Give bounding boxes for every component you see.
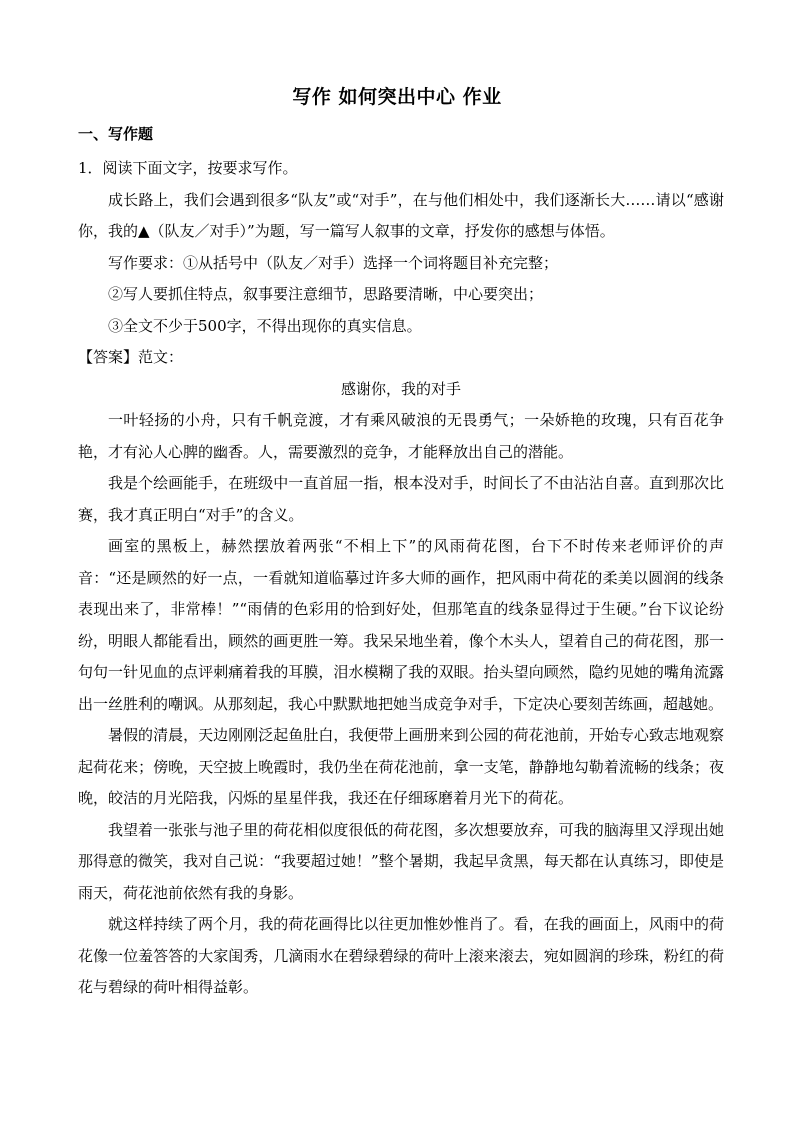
essay-paragraph: 一叶轻扬的小舟，只有千帆竞渡，才有乘风破浪的无畏勇气；一朵娇艳的玫瑰，只有百花争艳，才有沁人心脾的幽香。人，需要激烈的竞争，才能释放出自己的潜能。 <box>78 411 724 461</box>
essay-paragraph: 我望着一张张与池子里的荷花相似度很低的荷花图，多次想要放弃，可我的脑海里又浮现出她那得意的微笑，我对自己说：“我要超过她！”整个暑期，我起早贪黑，每天都在认真练习，即使是雨天，荷花池前依然有我的身影。 <box>78 820 724 902</box>
page-title: 写作 如何突出中心 作业 <box>292 86 502 108</box>
prompt-paragraph: 成长路上，我们会遇到很多“队友”或“对手”，在与他们相处中，我们逐渐长大……请以“感谢你，我的▲（队友／对手）”为题，写一篇写人叙事的文章，抒发你的感想与体悟。 <box>78 190 724 240</box>
requirement-line-3: ③全文不少于500字，不得出现你的真实信息。 <box>108 316 422 335</box>
essay-paragraph: 暑假的清晨，天边刚刚泛起鱼肚白，我便带上画册来到公园的荷花池前，开始专心致志地观察起荷花来；傍晚，天空披上晚霞时，我仍坐在荷花池前，拿一支笔，静静地勾勒着流畅的线条；夜晚，皎洁的月光陪我，闪烁的星星伴我，我还在仔细琢磨着月光下的荷花。 <box>78 726 724 807</box>
essay-paragraph: 就这样持续了两个月，我的荷花画得比以往更加惟妙惟肖了。看，在我的画面上，风雨中的荷花像一位羞答答的大家闺秀，几滴雨水在碧绿碧绿的荷叶上滚来滚去，宛如圆润的珍珠，粉红的荷花与碧绿的荷叶相得益彰。 <box>78 915 724 996</box>
answer-tag: 【答案】 <box>78 348 139 366</box>
requirement-line-1: 写作要求：①从括号中（队友／对手）选择一个词将题目补充完整； <box>108 253 559 272</box>
document-body <box>78 153 724 1004</box>
requirement-line-2: ②写人要抓住特点，叙事要注意细节，思路要清晰，中心要突出； <box>108 285 544 303</box>
essay-title: 感谢你，我的对手 <box>340 379 461 398</box>
question-number-line: 1．阅读下面文字，按要求写作。 <box>78 159 298 177</box>
section-heading: 一、写作题 <box>78 125 154 143</box>
answer-label: 范文： <box>138 348 184 366</box>
answer-line <box>78 342 724 374</box>
essay-paragraph: 画室的黑板上，赫然摆放着两张“不相上下”的风雨荷花图，台下不时传来老师评价的声音：“还是顾然的好一点，一看就知道临摹过许多大师的画作，把风雨中荷花的柔美以圆润的线条表现出来了，非常棒！”“雨倩的色彩用的恰到好处，但那笔直的线条显得过于生硬。”台下议论纷纷，明眼人都能看出，顾然的画更胜一筹。我呆呆地坐着，像个木头人，望着自己的荷花图，那一句句一针见血的点评刺痛着我的耳膜，泪水模糊了我的双眼。抬头望向顾然，隐约见她的嘴角流露出一丝胜利的嘲讽。从那刻起，我心中默默地把她当成竞争对手，下定决心要刻苦练画，超越她。 <box>78 537 724 713</box>
essay-paragraph: 我是个绘画能手，在班级中一直首屈一指，根本没对手，时间长了不由沾沾自喜。直到那次比赛，我才真正明白“对手”的含义。 <box>78 474 724 524</box>
